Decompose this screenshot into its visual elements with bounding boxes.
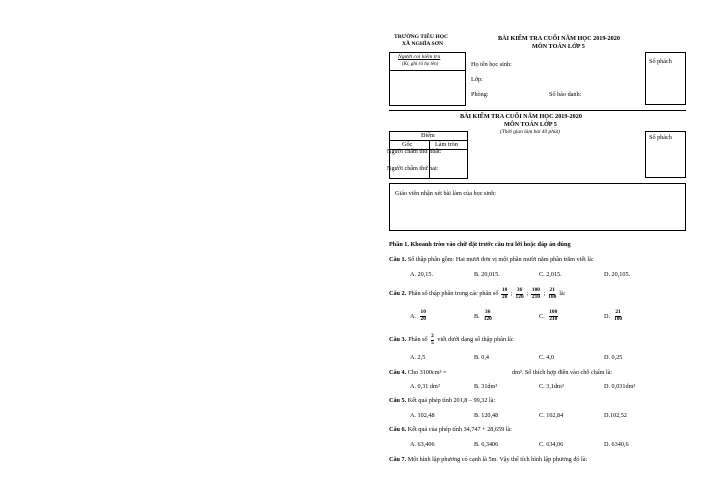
so-phach-label-bottom: Số phách — [649, 134, 672, 141]
question-2: Câu 2. Phân số thập phân trong các phân số $\frac{10}{20}$ ; $\frac{36}{120}$ ; $\frac{100}{210}$ ; $\frac{21}{100}$ là: — [389, 287, 566, 300]
q1-option-a[interactable]: A. 20,15. — [410, 271, 434, 278]
q2-frac-1: $\frac{10}{20}$ — [501, 287, 508, 300]
question-7-text: Một hình lập phương có cạnh là 5m. Vậy thể tích hình lập phương đó là: — [407, 456, 588, 463]
student-room-label: Phòng: — [471, 91, 489, 98]
q2-option-a[interactable]: A. $\frac{10}{20}$ — [410, 309, 426, 322]
part1-heading: Phần 1. Khoanh tròn vào chữ đặt trước câu trả lời hoặc đáp án đúng — [389, 241, 571, 248]
q2-frac-3: $\frac{100}{210}$ — [531, 287, 540, 300]
invigilator-label: Người coi kiểm tra — [398, 54, 441, 60]
q6-option-a[interactable]: A. 63,406 — [410, 441, 435, 448]
exam-time-note: (Thời gian làm bài 40 phút) — [500, 129, 560, 135]
question-1-text: Số thập phân gồm: Hai mươi đơn vị một phần mười năm phần trăm viết là: — [407, 256, 594, 263]
exam-subject-2: MÔN TOÁN LỚP 5 — [504, 121, 557, 128]
score-goc-label: Gốc — [402, 141, 413, 148]
question-7-label: Câu 7. — [389, 456, 407, 463]
q3-option-b[interactable]: B. 0,4 — [474, 354, 489, 361]
score-lamtron-label: Làm tròn — [435, 141, 458, 148]
q4-option-a[interactable]: A. 0,31 dm³ — [410, 383, 440, 390]
q2-frac-4: $\frac{21}{100}$ — [548, 287, 557, 300]
question-5-text: Kết quả phép tính 201,8 – 99,32 là: — [407, 397, 496, 404]
invigilator-note: (Kí, ghi rõ họ tên) — [402, 62, 439, 67]
q3-frac: $\frac{2}{5}$ — [431, 333, 434, 346]
teacher-comment-box — [389, 183, 686, 231]
question-3-label: Câu 3. — [389, 336, 407, 344]
question-3 — [389, 334, 514, 346]
student-sbd-label: Số báo danh: — [549, 91, 582, 98]
q4-option-d[interactable]: D. 0,031dm³ — [604, 383, 636, 390]
q2-option-b[interactable]: B. $\frac{36}{120}$ — [474, 309, 492, 322]
q5-option-c[interactable]: C. 102,84 — [539, 412, 564, 419]
q5-option-d[interactable]: D.102,52 — [604, 412, 628, 419]
so-phach-box-top — [645, 52, 686, 105]
question-1-label: Câu 1. — [389, 256, 407, 263]
q2-option-c[interactable]: C. $\frac{100}{210}$ — [539, 309, 558, 322]
grader1-label: Người chấm thứ nhất: — [387, 148, 442, 155]
q3-option-c[interactable]: C. 4,0 — [539, 354, 554, 361]
question-5 — [389, 398, 495, 404]
q2-frac-2: $\frac{36}{120}$ — [515, 287, 524, 300]
question-2-text: Phân số thập phân trong các phân số — [408, 290, 499, 298]
q5-option-b[interactable]: B. 120,48 — [474, 412, 499, 419]
score-header: Điểm — [421, 132, 435, 139]
q4-option-b[interactable]: B. 31dm³ — [474, 383, 498, 390]
q3-option-d[interactable]: D. 0,25 — [604, 354, 623, 361]
question-4-text: Cho 3100cm³ = — [407, 369, 447, 376]
question-4-tail: dm³. Số thích hợp điền vào chỗ chấm là: — [512, 369, 613, 376]
q6-option-c[interactable]: C. 634,06 — [539, 441, 564, 448]
grader2-label: Người chấm thứ hai: — [387, 165, 439, 172]
exam-title: BÀI KIỂM TRA CUỐI NĂM HỌC 2019-2020 — [498, 35, 620, 42]
school-name: TRƯỜNG TIỂU HỌC — [394, 34, 449, 40]
q1-option-d[interactable]: D. 20,105. — [604, 271, 631, 278]
cut-line — [389, 110, 686, 111]
q2-option-d[interactable]: D. $\frac{21}{100}$ — [604, 309, 623, 322]
invigilator-box — [389, 52, 466, 106]
question-1 — [389, 257, 594, 263]
question-6 — [389, 427, 512, 433]
question-3-text: Phân số — [408, 336, 428, 344]
school-location: XÃ NGHĨA SƠN — [402, 41, 444, 47]
so-phach-label-top: Số phách — [649, 58, 672, 65]
question-5-label: Câu 5. — [389, 397, 407, 404]
q4-option-c[interactable]: C. 3,1dm³ — [539, 383, 564, 390]
q1-option-c[interactable]: C. 2,015. — [539, 271, 562, 278]
question-2-label: Câu 2. — [389, 290, 407, 298]
exam-subject: MÔN TOÁN LỚP 5 — [532, 43, 585, 50]
so-phach-box-bottom — [645, 131, 686, 178]
question-6-label: Câu 6. — [389, 426, 407, 433]
q3-option-a[interactable]: A. 2,5 — [410, 354, 426, 361]
question-3-tail: viết dưới dạng số thập phân là: — [437, 336, 514, 344]
question-2-tail: là: — [559, 290, 566, 298]
question-4-label: Câu 4. — [389, 369, 407, 376]
teacher-comment-label: Giáo viên nhận xét bài làm của học sinh: — [395, 190, 497, 197]
student-name-label: Họ tên học sinh: — [471, 61, 512, 68]
q6-option-b[interactable]: B. 6,3406 — [474, 441, 499, 448]
student-class-label: Lớp: — [471, 76, 483, 83]
q6-option-d[interactable]: D. 6340,6 — [604, 441, 629, 448]
question-7 — [389, 457, 587, 463]
q1-option-b[interactable]: B. 20,015. — [474, 271, 500, 278]
question-6-text: Kết quả của phép tính 34,747 + 28,659 là: — [407, 426, 512, 433]
exam-title-2: BÀI KIỂM TRA CUỐI NĂM HỌC 2019-2020 — [460, 113, 582, 120]
question-4 — [389, 370, 446, 376]
q5-option-a[interactable]: A. 102,48 — [410, 412, 435, 419]
